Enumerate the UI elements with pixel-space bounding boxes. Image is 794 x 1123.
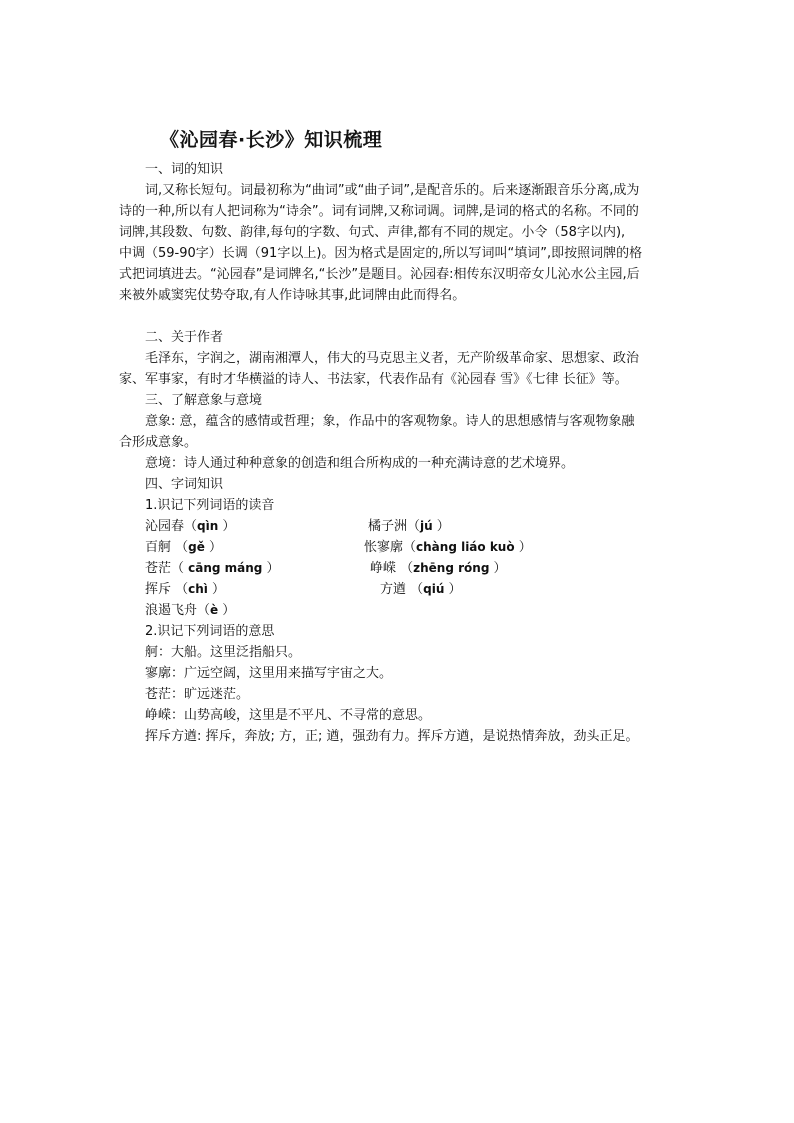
pinyin: gě <box>188 540 205 554</box>
paragraph-line: 意象: 意，蕴含的感情或哲理；象，作品中的客观物象。诗人的思想感情与客观物象融 <box>145 414 635 429</box>
pron-item <box>145 600 235 621</box>
pron-item <box>370 558 507 579</box>
pinyin: è <box>210 603 219 617</box>
paragraph-line: 式把词填进去。“沁园春”是词牌名,“长沙”是题目。沁园春:相传东汉明帝女儿沁水公主园,后 <box>119 267 640 282</box>
pron-item <box>145 537 222 558</box>
pron-bracket: ） <box>514 540 532 555</box>
meaning-line: 寥廓：广远空阔，这里用来描写宇宙之大。 <box>145 666 393 681</box>
pron-item <box>380 579 462 600</box>
pron-word: 怅寥廓（ <box>364 540 417 555</box>
pron-item <box>368 516 450 537</box>
pronunciation-row <box>119 516 679 537</box>
paragraph-line: 词牌,其段数、句数、韵律,每句的字数、句式、声律,都有不同的规定。小令（58字以内), <box>119 225 626 240</box>
pronunciation-row <box>119 600 679 621</box>
paragraph-line: 词,又称长短句。词最初称为“曲词”或“曲子词”,是配音乐的。后来逐渐跟音乐分离,成为 <box>145 183 640 198</box>
pron-bracket: ） <box>207 582 226 597</box>
pron-bracket: ） <box>262 561 280 576</box>
pron-item <box>145 516 235 537</box>
pron-word: 沁园春（ <box>145 519 198 534</box>
meaning-line: 舸：大船。这里泛指船只。 <box>145 645 302 660</box>
pron-word: 浪遏飞舟（ <box>145 603 211 618</box>
pronunciation-row <box>119 579 679 600</box>
pinyin: cāng máng <box>188 561 263 575</box>
pron-item <box>364 537 532 558</box>
pron-bracket: ） <box>444 582 462 597</box>
subheading-pronunciation: 1.识记下列词语的读音 <box>145 498 275 513</box>
pron-item <box>145 558 280 579</box>
paragraph-line: 来被外戚窦宪仗势夺取,有人作诗咏其事,此词牌由此而得名。 <box>119 288 466 303</box>
pinyin: jú <box>420 519 433 533</box>
pron-bracket: ） <box>204 540 223 555</box>
paragraph-line: 中调（59-90字）长调（91字以上)。因为格式是固定的,所以写词叫“填词”,即按照词牌的格 <box>119 246 643 261</box>
pron-bracket: ） <box>432 519 450 534</box>
paragraph-line: 意境：诗人通过种种意象的创造和组合所构成的一种充满诗意的艺术境界。 <box>145 456 575 471</box>
meaning-line: 峥嵘：山势高峻，这里是不平凡、不寻常的意思。 <box>145 708 432 723</box>
section-heading-imagery: 三、了解意象与意境 <box>145 393 263 408</box>
meaning-line: 苍茫：旷远迷茫。 <box>145 687 250 702</box>
meaning-line: 挥斥方遒: 挥斥，奔放; 方，正; 遒，强劲有力。挥斥方遒，是说热情奔放，劲头正足。 <box>145 729 639 744</box>
paragraph-line: 诗的一种,所以有人把词称为“诗余”。词有词牌,又称词调。词牌,是词的格式的名称。不同的 <box>119 204 639 219</box>
pron-word: 百舸 （ <box>145 540 189 555</box>
pron-bracket: ） <box>489 561 507 576</box>
pron-word: 峥嵘 （ <box>370 561 414 576</box>
pron-word: 苍茫（ <box>145 561 189 576</box>
pron-word: 橘子洲（ <box>368 519 421 534</box>
pronunciation-row <box>119 537 679 558</box>
pinyin: qìn <box>197 519 219 533</box>
document-title: 《沁园春·长沙》知识梳理 <box>160 129 383 151</box>
pinyin: zhēng róng <box>413 561 490 575</box>
pron-bracket: ） <box>218 603 236 618</box>
pron-word: 方遒 （ <box>380 582 424 597</box>
section-heading-vocab: 四、字词知识 <box>145 477 224 492</box>
paragraph-line: 合形成意象。 <box>119 435 198 450</box>
pinyin: qiú <box>423 582 445 596</box>
section-heading-ci: 一、词的知识 <box>145 162 224 177</box>
pinyin: chàng liáo kuò <box>416 540 515 554</box>
subheading-meaning: 2.识记下列词语的意思 <box>145 624 275 639</box>
paragraph-line: 毛泽东，字润之，湖南湘潭人，伟大的马克思主义者，无产阶级革命家、思想家、政治 <box>145 351 640 366</box>
pron-bracket: ） <box>218 519 236 534</box>
blank-line <box>119 306 679 327</box>
pron-item <box>145 579 225 600</box>
section-heading-author: 二、关于作者 <box>145 330 224 345</box>
pinyin: chì <box>188 582 208 596</box>
pron-word: 挥斥 （ <box>145 582 189 597</box>
pronunciation-row <box>119 558 679 579</box>
paragraph-line: 家、军事家，有时才华横溢的诗人、书法家，代表作品有《沁园春 雪》《七律 长征》等。 <box>119 372 628 387</box>
document-body <box>119 159 679 747</box>
